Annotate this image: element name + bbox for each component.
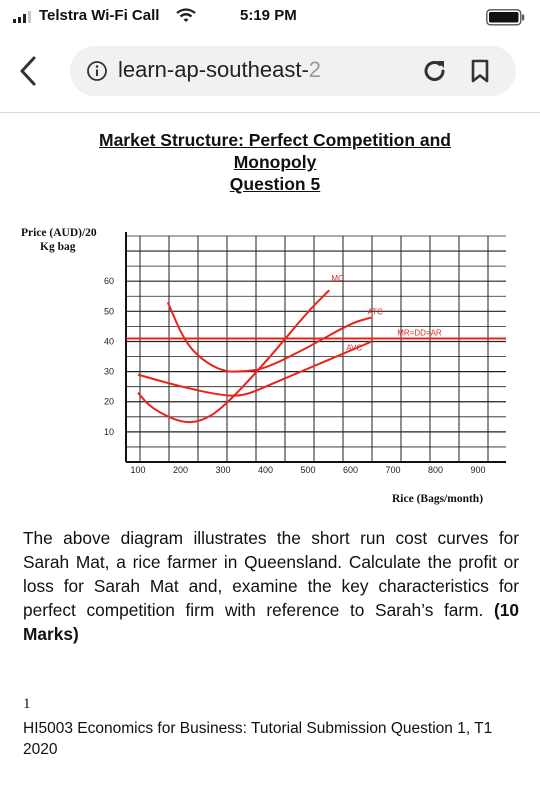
status-bar: [0, 0, 540, 34]
x-tick-label: 100: [130, 465, 146, 475]
title-line-2: Monopoly: [233, 152, 317, 172]
wifi-icon: [176, 8, 196, 23]
info-icon[interactable]: [86, 60, 108, 82]
x-tick-label: 500: [300, 465, 316, 475]
x-tick-label: 700: [385, 465, 401, 475]
page-number: 1: [23, 696, 31, 712]
title-line-3: Question 5: [229, 174, 321, 194]
document-title: [40, 129, 510, 195]
curve-avc: [138, 341, 372, 395]
y-axis-label-line-2: Kg bag: [40, 241, 76, 253]
curve-label: ATC: [367, 307, 383, 317]
signal-icon: [13, 11, 35, 23]
cost-curves-chart: [18, 222, 518, 512]
y-tick-label: 50: [103, 306, 114, 317]
question-text: The above diagram illustrates the short run cost curves for Sarah Mat, a rice farmer in Queensland. Calculate the profit or loss for Sarah Mat and, examine the key characteristics for perfect competition firm with reference to Sarah’s farm. (10 Marks): [23, 528, 519, 644]
url-text[interactable]: learn-ap-southeast-2: [118, 57, 322, 82]
x-tick-label: 200: [172, 465, 189, 475]
curve-label: AVC: [346, 343, 363, 353]
chart-axes: [104, 232, 506, 475]
bookmark-icon[interactable]: [470, 59, 490, 84]
x-tick-label: 600: [342, 465, 359, 475]
reload-icon[interactable]: [422, 58, 448, 84]
curve-label: MC: [331, 274, 344, 284]
x-tick-label: 900: [470, 465, 486, 475]
back-icon[interactable]: [12, 52, 46, 90]
y-tick-label: 10: [103, 426, 114, 437]
y-tick-label: 20: [103, 396, 114, 407]
y-axis-label-line-1: Price (AUD)/20: [21, 227, 97, 239]
toolbar-divider: [0, 112, 540, 113]
x-tick-label: 400: [257, 465, 274, 475]
y-tick-label: 60: [103, 276, 114, 287]
y-tick-label: 30: [103, 366, 114, 377]
carrier-name: Telstra Wi-Fi Call: [39, 7, 160, 24]
battery-icon: [486, 9, 526, 26]
y-tick-label: 40: [103, 336, 114, 347]
x-tick-label: 800: [427, 465, 444, 475]
title-line-1: Market Structure: Perfect Competition and: [99, 130, 451, 150]
footer-text: HI5003 Economics for Business: Tutorial Submission Question 1, T1 2020: [23, 720, 493, 758]
chart-labels: [331, 274, 442, 352]
chart-grid: [126, 236, 506, 462]
marks-label: (10 Marks): [23, 600, 519, 644]
address-bar[interactable]: [70, 46, 516, 96]
clock-time: 5:19 PM: [240, 7, 297, 24]
x-tick-label: 300: [215, 465, 231, 475]
browser-toolbar: [0, 38, 540, 104]
curve-label: MR=DD=AR: [397, 328, 442, 338]
x-axis-label: Rice (Bags/month): [392, 493, 484, 505]
